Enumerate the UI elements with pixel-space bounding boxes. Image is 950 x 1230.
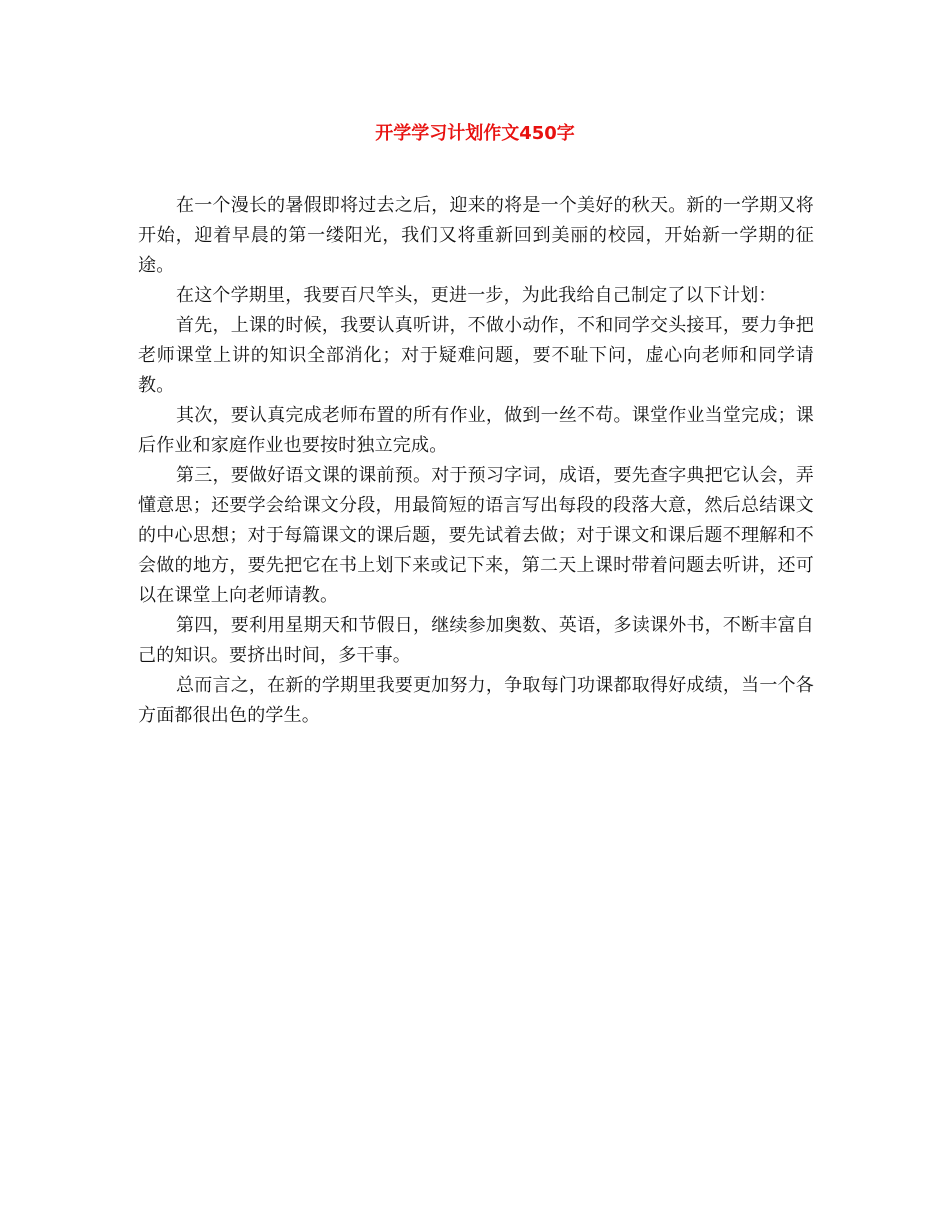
paragraph-6: 第四，要利用星期天和节假日，继续参加奥数、英语，多读课外书，不断丰富自己的知识。要挤出时间，多干事。	[138, 615, 814, 666]
paragraph-5: 第三，要做好语文课的课前预。对于预习字词，成语，要先查字典把它认会，弄懂意思；还要学会给课文分段，用最简短的语言写出每段的段落大意，然后总结课文的中心思想；对于每篇课文的课后题，要先试着去做；对于课文和课后题不理解和不会做的地方，要先把它在书上划下来或记下来，第二天上课时带着问题去听讲，还可以在课堂上向老师请教。	[138, 465, 814, 606]
paragraph-4: 其次，要认真完成老师布置的所有作业，做到一丝不苟。课堂作业当堂完成；课后作业和家庭作业也要按时独立完成。	[138, 405, 814, 456]
paragraph-2: 在这个学期里，我要百尺竿头，更进一步，为此我给自己制定了以下计划：	[176, 285, 777, 306]
paragraph-3: 首先，上课的时候，我要认真听讲，不做小动作，不和同学交头接耳，要力争把老师课堂上讲的知识全部消化；对于疑难问题，要不耻下问，虚心向老师和同学请教。	[138, 315, 814, 396]
paragraph-7: 总而言之，在新的学期里我要更加努力，争取每门功课都取得好成绩，当一个各方面都很出色的学生。	[138, 675, 814, 726]
document-title: 开学学习计划作文450字	[375, 123, 575, 144]
document-body	[138, 191, 814, 731]
paragraph-1: 在一个漫长的暑假即将过去之后，迎来的将是一个美好的秋天。新的一学期又将开始，迎着早晨的第一缕阳光，我们又将重新回到美丽的校园，开始新一学期的征途。	[138, 195, 814, 276]
